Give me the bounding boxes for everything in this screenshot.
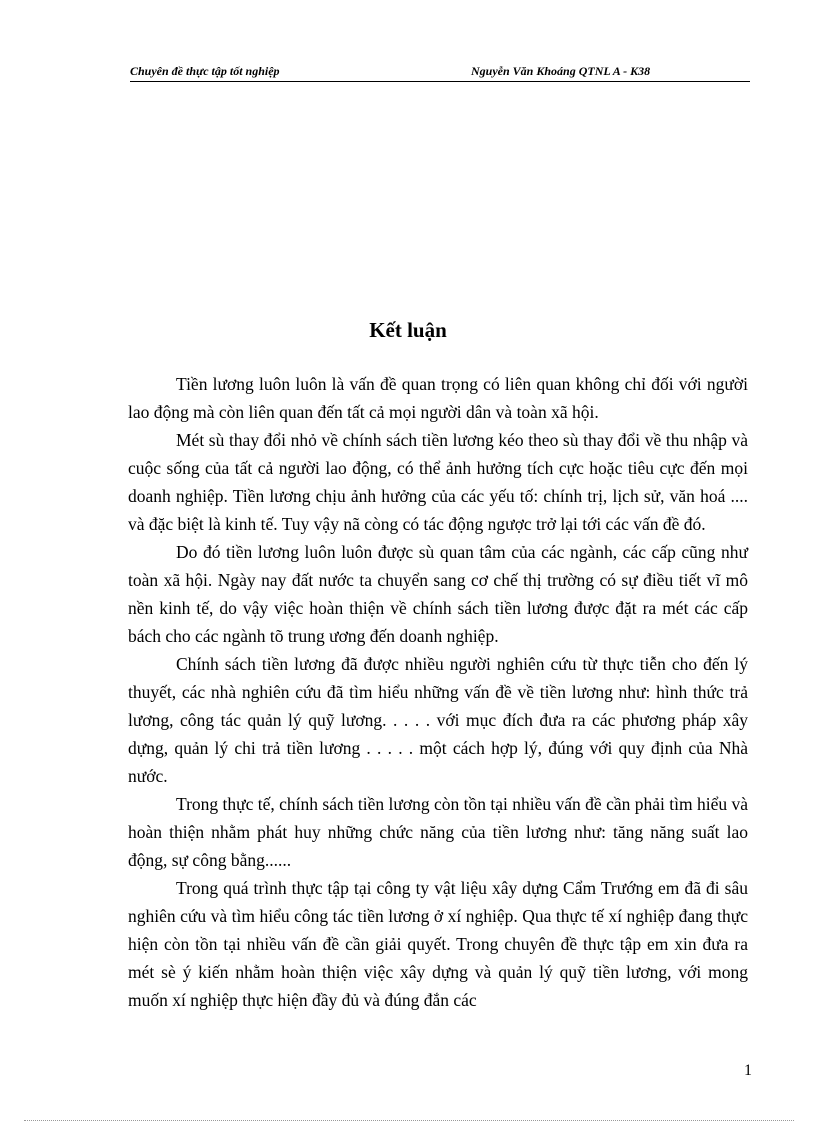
page-header bbox=[130, 63, 750, 82]
body-text bbox=[128, 370, 748, 1014]
paragraph: Trong thực tế, chính sách tiền lương còn tồn tại nhiều vấn đề cần phải tìm hiểu và hoàn thiện nhằm phát huy những chức năng của tiền lương như: tăng năng suất lao động, sự công bằng...... bbox=[128, 794, 748, 870]
header-document-type: Chuyên đề thực tập tốt nghiệp bbox=[130, 64, 280, 78]
paragraph: Tiền lương luôn luôn là vấn đề quan trọng có liên quan không chỉ đối với người lao động mà còn liên quan đến tất cả mọi người dân và toàn xã hội. bbox=[128, 374, 748, 422]
section-title: Kết luận bbox=[369, 318, 447, 342]
page-bottom-divider bbox=[24, 1120, 794, 1121]
paragraph: Chính sách tiền lương đã được nhiều người nghiên cứu từ thực tiễn cho đến lý thuyết, các nhà nghiên cứu đã tìm hiểu những vấn đề về tiền lương như: hình thức trả lương, công tác quản lý quỹ lương. . . . . với mục đích đưa ra các phương pháp xây dựng, quản lý chi trả tiền lương . . . . . một cách hợp lý, đúng với quy định của Nhà nước. bbox=[128, 654, 748, 786]
header-author: Nguyễn Văn Khoáng QTNL A - K38 bbox=[471, 64, 651, 78]
paragraph: Mét sù thay đổi nhỏ về chính sách tiền lương kéo theo sù thay đổi về thu nhập và cuộc sống của tất cả người lao động, có thể ảnh hưởng tích cực hoặc tiêu cực đến mọi doanh nghiệp. Tiền lương chịu ảnh hưởng của các yếu tố: chính trị, lịch sử, văn hoá .... và đặc biệt là kinh tế. Tuy vậy nã còng có tác động ngược trở lại tới các vấn đề đó. bbox=[128, 430, 748, 534]
paragraph: Trong quá trình thực tập tại công ty vật liệu xây dựng Cẩm Trướng em đã đi sâu nghiên cứu và tìm hiểu công tác tiền lương ở xí nghiệp. Qua thực tế xí nghiệp đang thực hiện còn tồn tại nhiều vấn đề cần giải quyết. Trong chuyên đề thực tập em xin đưa ra mét sè ý kiến nhằm hoàn thiện việc xây dựng và quản lý quỹ tiền lương, với mong muốn xí nghiệp thực hiện đầy đủ và đúng đắn các bbox=[128, 878, 748, 1010]
paragraph: Do đó tiền lương luôn luôn được sù quan tâm của các ngành, các cấp cũng như toàn xã hội. Ngày nay đất nước ta chuyển sang cơ chế thị trường có sự điều tiết vĩ mô nền kinh tế, do vậy việc hoàn thiện về chính sách tiền lương được đặt ra mét các cấp bách cho các ngành tõ trung ương đến doanh nghiệp. bbox=[128, 542, 748, 646]
page-number: 1 bbox=[744, 1062, 752, 1079]
